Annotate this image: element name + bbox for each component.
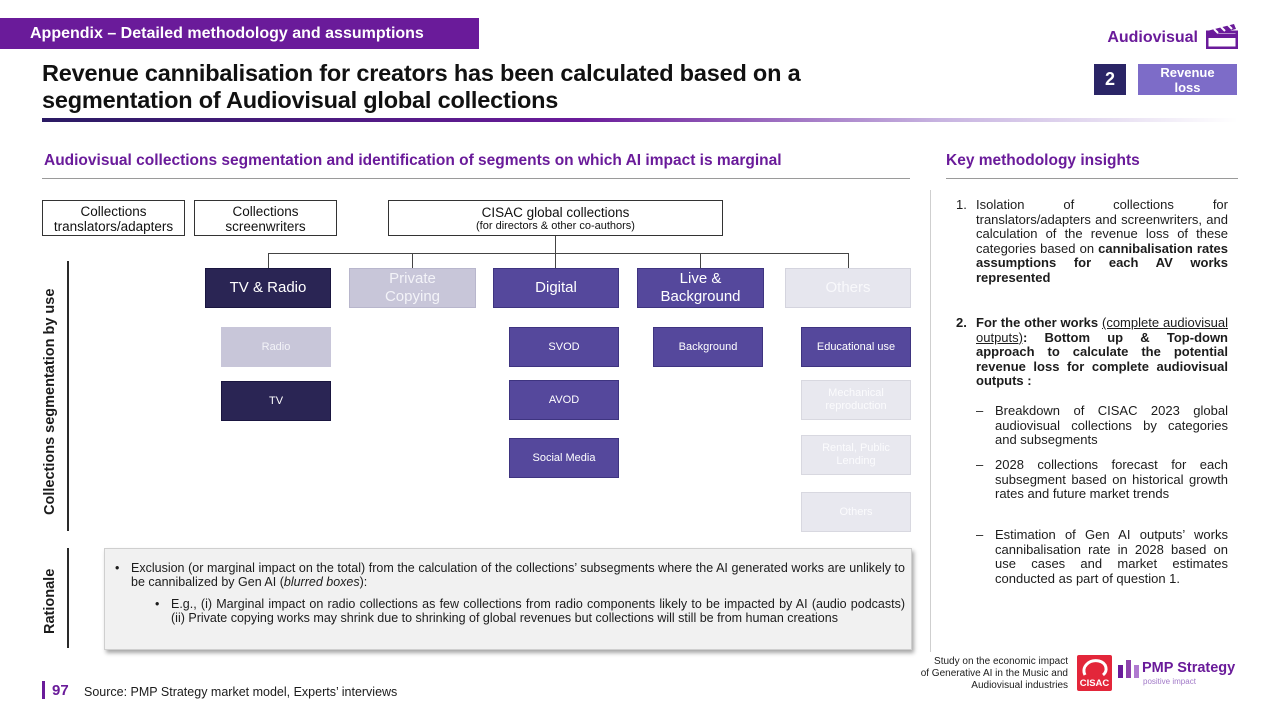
connector-line <box>555 236 556 253</box>
subsegment-tv: TV <box>221 381 331 421</box>
segmentation-axis-label: Collections segmentation by use <box>42 288 58 515</box>
cisac-logo: CISAC <box>1077 655 1112 691</box>
insight-2-text: For the other works (complete audiovisual outputs): Bottom up & Top-down approach to calculate the potential revenue loss for complete audiovisual outputs : <box>976 315 1228 388</box>
subsegment-rental-public-lending: Rental, Public Lending <box>801 435 911 475</box>
section-tag: Audiovisual <box>1107 29 1198 46</box>
segmentation-axis-bar <box>67 261 69 531</box>
subsegment-background: Background <box>653 327 763 367</box>
rationale-bullet-1: • Exclusion (or marginal impact on the total) from the calculation of the collections’ subsegments where the AI generated works are unlikely to be cannibalized by Gen AI (blurred boxes): <box>115 561 905 589</box>
screenwriters-collections-box: Collections screenwriters <box>194 200 337 236</box>
subsegment-educational-use: Educational use <box>801 327 911 367</box>
category-digital: Digital <box>493 268 619 308</box>
insight-dash-3: Estimation of Gen AI outputs’ works cannibalisation rate in 2028 based on use cases and market estimates conducted as part of question 1. <box>995 527 1228 586</box>
rationale-bullet-2: • E.g., (i) Marginal impact on radio collections as few collections from radio components likely to be impacted by AI (audio podcasts) (ii) Private copying works may shrink due to shrinking of global revenues but collections will still be from human creations <box>155 597 905 625</box>
connector-line <box>700 253 701 268</box>
connector-line <box>555 253 556 268</box>
subsegment-social-media: Social Media <box>509 438 619 478</box>
dash-1-marker: – <box>976 403 984 418</box>
right-section-title: Key methodology insights <box>946 152 1140 169</box>
insight-1-number: 1. <box>956 197 967 212</box>
step-label-badge: Revenue loss <box>1138 64 1237 95</box>
insight-2-number: 2. <box>956 315 967 330</box>
insight-dash-2: 2028 collections forecast for each subsegment based on historical growth rates and future market trends <box>995 457 1228 501</box>
connector-line <box>412 253 413 268</box>
rationale-axis-label: Rationale <box>42 568 58 634</box>
study-title: Study on the economic impact of Generative AI in the Music and Audiovisual industries <box>920 656 1068 691</box>
footer-accent-bar <box>42 681 45 699</box>
subsegment-avod: AVOD <box>509 380 619 420</box>
subsegment-radio: Radio <box>221 327 331 367</box>
clapperboard-icon <box>1206 23 1238 49</box>
connector-line <box>268 253 848 254</box>
page-title: Revenue cannibalisation for creators has been calculated based on a segmentation of Audiovisual global collections <box>42 60 801 113</box>
rationale-axis-bar <box>67 548 69 648</box>
left-section-title: Audiovisual collections segmentation and identification of segments on which AI impact is marginal <box>44 152 782 169</box>
left-section-rule <box>42 178 910 179</box>
category-others: Others <box>785 268 911 308</box>
category-private-copying: Private Copying <box>349 268 476 308</box>
connector-line <box>848 253 849 268</box>
dash-3-marker: – <box>976 527 984 542</box>
subsegment-svod: SVOD <box>509 327 619 367</box>
column-divider <box>930 190 931 652</box>
step-number-badge: 2 <box>1094 64 1126 95</box>
insight-1-text: Isolation of collections for translators/adapters and screenwriters, and calculation of the revenue loss of these categories based on cannibalisation rates assumptions for each AV works represented <box>976 197 1228 285</box>
page-number: 97 <box>52 682 69 699</box>
dash-2-marker: – <box>976 457 984 472</box>
insight-dash-1: Breakdown of CISAC 2023 global audiovisual collections by categories and subsegments <box>995 403 1228 447</box>
rationale-box <box>104 548 912 650</box>
subsegment-mechanical-reproduction: Mechanical reproduction <box>801 380 911 420</box>
subsegment-others: Others <box>801 492 911 532</box>
right-section-rule <box>946 178 1238 179</box>
category-live-background: Live & Background <box>637 268 764 308</box>
cisac-global-collections-box: CISAC global collections (for directors & other co-authors) <box>388 200 723 236</box>
title-rule <box>42 118 1238 122</box>
connector-line <box>268 253 269 268</box>
appendix-banner: Appendix – Detailed methodology and assumptions <box>0 18 479 49</box>
category-tv-radio: TV & Radio <box>205 268 331 308</box>
source-note: Source: PMP Strategy market model, Experts’ interviews <box>84 685 398 699</box>
translators-collections-box: Collections translators/adapters <box>42 200 185 236</box>
